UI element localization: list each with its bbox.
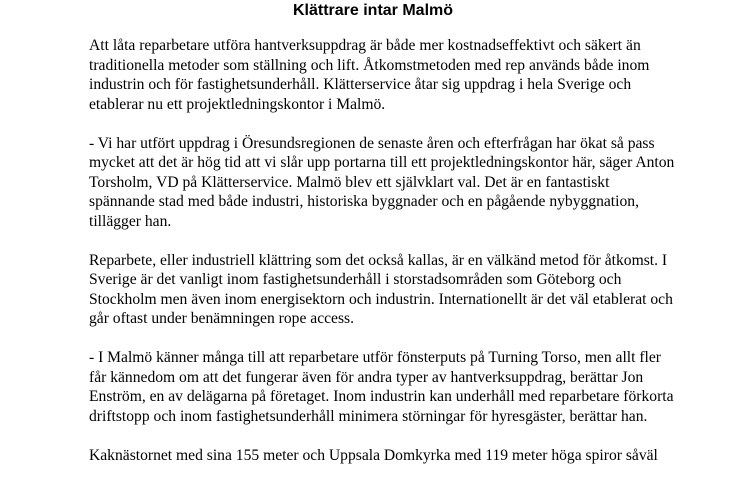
text-line: Att låta reparbetare utföra hantverksuppdrag är både mer kostnadseffektivt och säkert än [89, 37, 641, 54]
paragraph-4 [89, 348, 674, 426]
text-line: Sverige är det vanligt inom fastighetsunderhåll i storstadsområden som Göteborg och [89, 271, 622, 288]
paragraph-5 [89, 446, 669, 466]
text-line: traditionella metoder som ställning och lift. Åtkomstmetoden med rep används både inom [89, 56, 650, 74]
text-line: driftstopp och inom fastighetsunderhåll minimera störningar för hyresgäster, berättar han. [89, 407, 648, 425]
text-line: Torsholm, VD på Klätterservice. Malmö blev ett självklart val. Det är en fantastiskt [89, 173, 610, 191]
text-line: etablerar nu ett projektledningskontor i Malmö. [89, 95, 386, 113]
text-line: industrin och för fastighetsunderhåll. Klätterservice åtar sig uppdrag i hela Sverige och [89, 76, 632, 93]
paragraph-3 [89, 251, 673, 329]
document-title: Klättrare intar Malmö [292, 2, 454, 19]
text-line: Enström, en av delägarna på företaget. Inom industrin kan underhåll med reparbetare förkorta [89, 388, 674, 405]
paragraph-1 [89, 36, 669, 114]
text-line: Stockholm men även inom energisektorn och industrin. Internationellt är det väl etablerat och [89, 290, 673, 308]
paragraph-2 [89, 134, 675, 232]
text-line: Reparbete, eller industriell klättring som det också kallas, är en välkänd metod för åtkomst. I [89, 251, 668, 269]
text-line: spännande stad med både industri, historiska byggnader och en pågående nybyggnation, [89, 193, 639, 210]
text-line: tillägger han. [89, 212, 172, 230]
text-line: - I Malmö känner många till att reparbetare utför fönsterputs på Turning Torso, men allt fler [89, 349, 661, 366]
text-line: Kaknästornet med sina 155 meter och Uppsala Domkyrka med 119 meter höga spiror såväl [89, 446, 658, 464]
text-line: - Vi har utfört uppdrag i Öresundsregionen de senaste åren och efterfrågan har ökat så pass [89, 134, 655, 152]
text-line: får kännedom om att det fungerar även för andra typer av hantverksuppdrag, berättar Jon [89, 368, 644, 386]
text-line: mycket att det är hög tid att vi slår upp portarna till ett projektledningskontor här, säger Anton [89, 154, 675, 171]
text-line: går oftast under benämningen rope access. [89, 310, 354, 327]
document-body [89, 36, 675, 485]
